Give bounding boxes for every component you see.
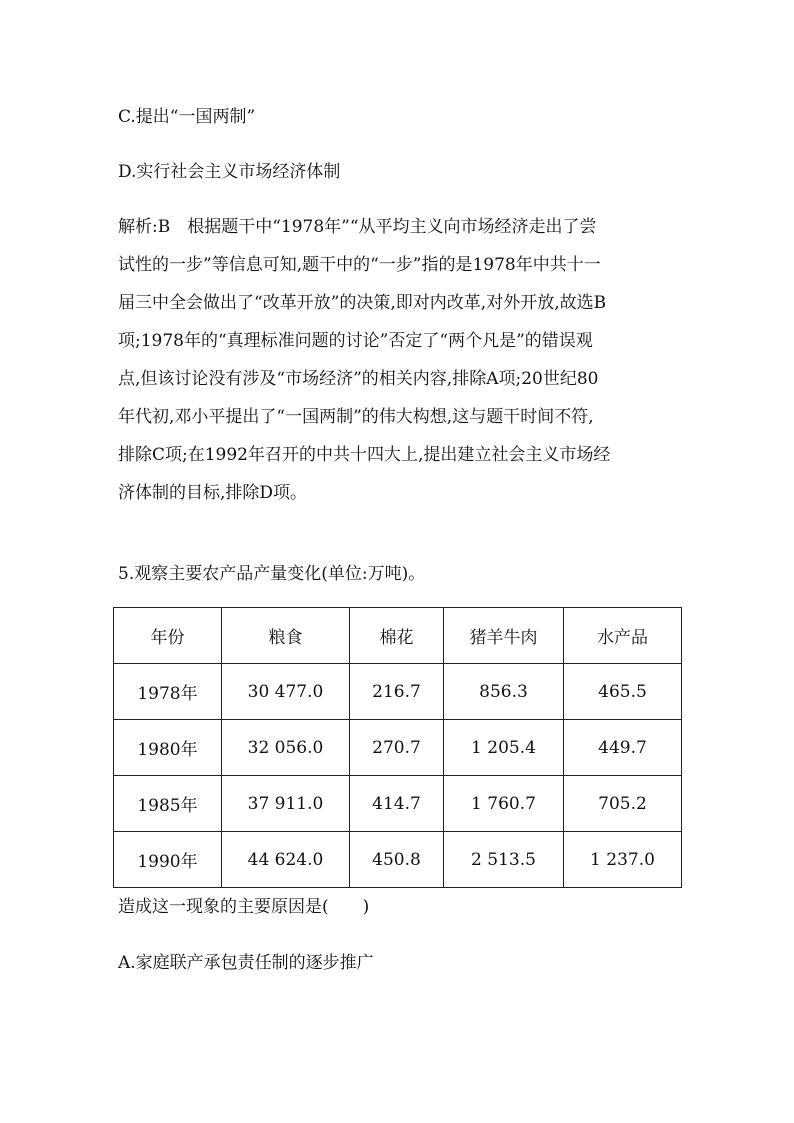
table-row [114, 832, 682, 888]
table-row [114, 720, 682, 776]
table-cell: 270.7 [350, 720, 444, 776]
production-table [113, 607, 682, 888]
option-c: C.提出“一国两制” [118, 107, 256, 127]
analysis-line-7: 排除C项;在1992年召开的中共十四大上,提出建立社会主义市场经 [118, 445, 611, 465]
header-cell: 猪羊牛肉 [444, 608, 564, 664]
header-cell: 水产品 [564, 608, 682, 664]
table-cell: 30 477.0 [222, 664, 350, 720]
table-cell: 1985年 [114, 776, 222, 832]
analysis-line-2: 试性的一步”等信息可知,题干中的“一步”指的是1978年中共十一 [118, 255, 601, 275]
table-cell: 44 624.0 [222, 832, 350, 888]
question-prompt: 造成这一现象的主要原因是( ) [118, 897, 370, 917]
header-cell: 棉花 [350, 608, 444, 664]
header-cell: 年份 [114, 608, 222, 664]
table-cell: 2 513.5 [444, 832, 564, 888]
option-d: D.实行社会主义市场经济体制 [118, 162, 341, 182]
analysis-line-4: 项;1978年的“真理标准问题的讨论”否定了“两个凡是”的错误观 [118, 331, 593, 351]
table-cell: 414.7 [350, 776, 444, 832]
table-cell: 1 205.4 [444, 720, 564, 776]
option-a: A.家庭联产承包责任制的逐步推广 [118, 953, 374, 973]
table-row [114, 776, 682, 832]
table-row [114, 664, 682, 720]
table-cell: 1 760.7 [444, 776, 564, 832]
table-header-row [114, 608, 682, 664]
table-cell: 1990年 [114, 832, 222, 888]
table-cell: 37 911.0 [222, 776, 350, 832]
table-cell: 449.7 [564, 720, 682, 776]
question-5: 5.观察主要农产品产量变化(单位:万吨)。 [118, 564, 426, 584]
table-cell: 32 056.0 [222, 720, 350, 776]
analysis-line-8: 济体制的目标,排除D项。 [118, 483, 308, 503]
analysis-line-1: 解析:B 根据题干中“1978年”“从平均主义向市场经济走出了尝 [118, 217, 597, 237]
table-cell: 856.3 [444, 664, 564, 720]
header-cell: 粮食 [222, 608, 350, 664]
table-cell: 465.5 [564, 664, 682, 720]
table-cell: 1978年 [114, 664, 222, 720]
table-cell: 216.7 [350, 664, 444, 720]
analysis-line-6: 年代初,邓小平提出了“一国两制”的伟大构想,这与题干时间不符, [118, 407, 594, 427]
analysis-line-5: 点,但该讨论没有涉及“市场经济”的相关内容,排除A项;20世纪80 [118, 369, 599, 389]
table-cell: 450.8 [350, 832, 444, 888]
table-cell: 705.2 [564, 776, 682, 832]
table-cell: 1980年 [114, 720, 222, 776]
table-cell: 1 237.0 [564, 832, 682, 888]
analysis-line-3: 届三中全会做出了“改革开放”的决策,即对内改革,对外开放,故选B [118, 293, 607, 313]
